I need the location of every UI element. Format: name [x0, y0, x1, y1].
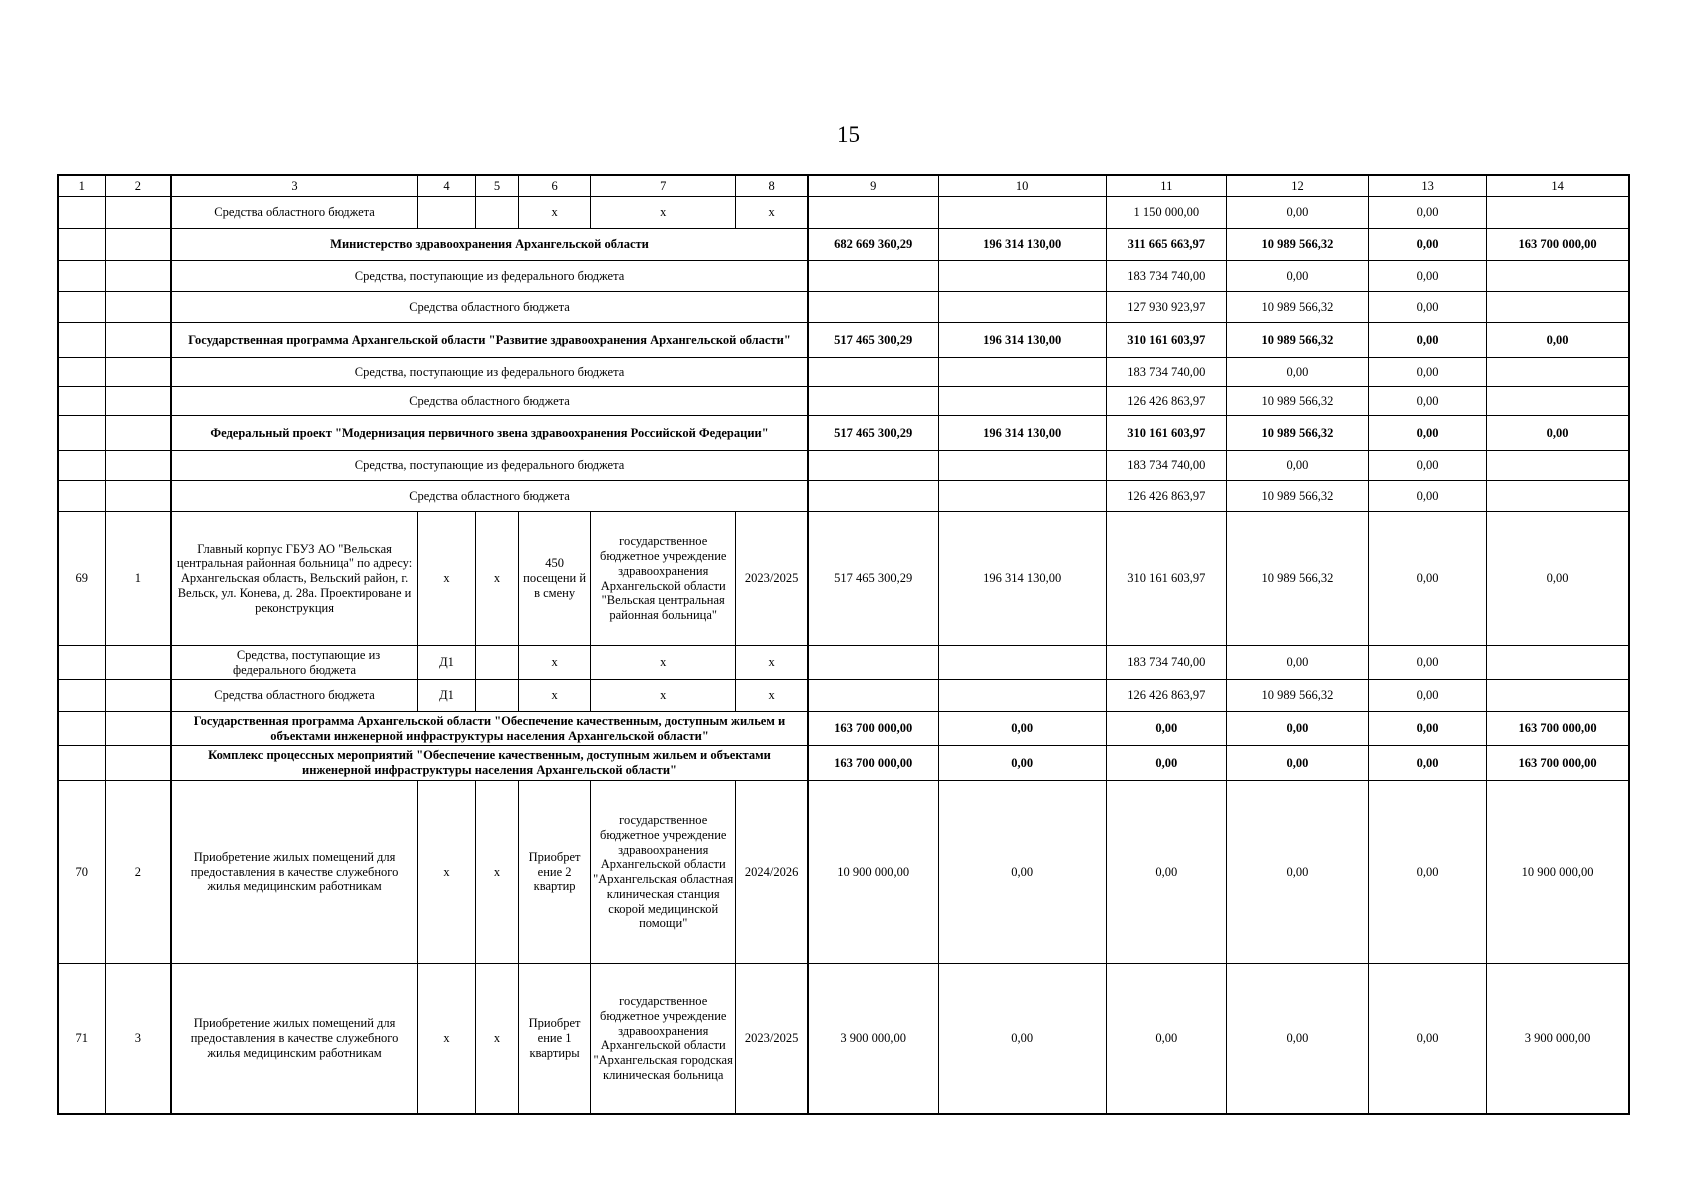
row-label: Министерство здравоохранения Архангельской области	[171, 229, 808, 261]
cell: Приобрет ение 1 квартиры	[519, 964, 591, 1114]
col-header: 14	[1487, 175, 1629, 197]
cell: 517 465 300,29	[808, 416, 938, 451]
cell: x	[519, 680, 591, 712]
cell: x	[591, 197, 736, 229]
cell: x	[591, 646, 736, 680]
header-row	[58, 175, 1629, 197]
cell	[808, 646, 938, 680]
budget-table	[57, 174, 1630, 1115]
cell: 0,00	[1369, 964, 1487, 1114]
cell: 310 161 603,97	[1106, 416, 1226, 451]
cell: 311 665 663,97	[1106, 229, 1226, 261]
row-label: Приобретение жилых помещений для предоставления в качестве служебного жилья медицинским работникам	[171, 781, 417, 964]
cell: 183 734 740,00	[1106, 358, 1226, 387]
cell: 163 700 000,00	[1487, 712, 1629, 746]
cell: 196 314 130,00	[938, 323, 1106, 358]
row-label: Государственная программа Архангельской области "Обеспечение качественным, доступным жильем и объектами инженерной инфраструктуры населения Архангельской области"	[171, 712, 808, 746]
cell: 0,00	[1369, 451, 1487, 481]
cell: 0,00	[1487, 512, 1629, 646]
cell: 163 700 000,00	[1487, 746, 1629, 781]
cell: 0,00	[1369, 416, 1487, 451]
cell: 0,00	[938, 712, 1106, 746]
cell: 126 426 863,97	[1106, 680, 1226, 712]
cell: Д1	[417, 646, 475, 680]
cell: x	[519, 197, 591, 229]
cell: 10 989 566,32	[1226, 292, 1368, 323]
cell: 1 150 000,00	[1106, 197, 1226, 229]
cell	[938, 292, 1106, 323]
cell: 0,00	[1487, 323, 1629, 358]
col-header: 13	[1369, 175, 1487, 197]
cell: 196 314 130,00	[938, 416, 1106, 451]
cell	[1487, 358, 1629, 387]
cell: 163 700 000,00	[1487, 229, 1629, 261]
col-header: 7	[591, 175, 736, 197]
cell: 0,00	[1226, 358, 1368, 387]
cell: 70	[58, 781, 105, 964]
cell: 2	[105, 781, 171, 964]
cell: 163 700 000,00	[808, 712, 938, 746]
table-row	[58, 229, 1629, 261]
cell: 0,00	[1106, 746, 1226, 781]
cell: 517 465 300,29	[808, 512, 938, 646]
row-label: Государственная программа Архангельской области "Развитие здравоохранения Архангельской области"	[171, 323, 808, 358]
cell: 69	[58, 512, 105, 646]
cell: 0,00	[1369, 512, 1487, 646]
col-header: 10	[938, 175, 1106, 197]
cell: 10 989 566,32	[1226, 416, 1368, 451]
col-header: 11	[1106, 175, 1226, 197]
cell: 3 900 000,00	[808, 964, 938, 1114]
col-header: 9	[808, 175, 938, 197]
cell: 163 700 000,00	[808, 746, 938, 781]
cell: x	[476, 512, 519, 646]
cell	[1487, 292, 1629, 323]
cell: 0,00	[1369, 746, 1487, 781]
col-header: 12	[1226, 175, 1368, 197]
cell: 3 900 000,00	[1487, 964, 1629, 1114]
cell: Д1	[417, 680, 475, 712]
cell: x	[476, 781, 519, 964]
cell: 196 314 130,00	[938, 512, 1106, 646]
cell: 450 посещени й в смену	[519, 512, 591, 646]
cell: x	[736, 646, 808, 680]
table-row	[58, 292, 1629, 323]
table-row	[58, 197, 1629, 229]
cell: 0,00	[1369, 712, 1487, 746]
cell: 2023/2025	[736, 964, 808, 1114]
cell	[938, 646, 1106, 680]
col-header: 4	[417, 175, 475, 197]
cell: 2024/2026	[736, 781, 808, 964]
table-row	[58, 964, 1629, 1114]
row-label: Комплекс процессных мероприятий "Обеспечение качественным, доступным жильем и объектами инженерной инфраструктуры населения Архангельской области"	[171, 746, 808, 781]
cell: 0,00	[938, 746, 1106, 781]
cell: 0,00	[1369, 387, 1487, 416]
cell: x	[417, 512, 475, 646]
row-label: Приобретение жилых помещений для предоставления в качестве служебного жилья медицинским работникам	[171, 964, 417, 1114]
cell	[476, 197, 519, 229]
table-row	[58, 781, 1629, 964]
cell	[938, 680, 1106, 712]
cell	[1487, 387, 1629, 416]
cell: 127 930 923,97	[1106, 292, 1226, 323]
cell: x	[417, 964, 475, 1114]
cell	[417, 197, 475, 229]
cell: 310 161 603,97	[1106, 323, 1226, 358]
cell	[938, 451, 1106, 481]
cell	[476, 646, 519, 680]
cell: государственное бюджетное учреждение здравоохранения Архангельской области "Архангельская областная клиническая станция скорой медицинской помощи"	[591, 781, 736, 964]
cell	[808, 292, 938, 323]
cell	[808, 387, 938, 416]
cell: 0,00	[1369, 261, 1487, 292]
table-row	[58, 261, 1629, 292]
cell: 0,00	[1369, 292, 1487, 323]
cell: 0,00	[1487, 416, 1629, 451]
cell	[1487, 261, 1629, 292]
cell: 0,00	[938, 781, 1106, 964]
cell: 0,00	[1369, 646, 1487, 680]
row-label: Средства областного бюджета	[171, 481, 808, 512]
cell: x	[417, 781, 475, 964]
table-row	[58, 512, 1629, 646]
cell: 10 989 566,32	[1226, 512, 1368, 646]
cell: 10 989 566,32	[1226, 680, 1368, 712]
cell: 71	[58, 964, 105, 1114]
cell: 2023/2025	[736, 512, 808, 646]
cell: 0,00	[1226, 781, 1368, 964]
cell: 682 669 360,29	[808, 229, 938, 261]
cell	[1487, 197, 1629, 229]
col-header: 8	[736, 175, 808, 197]
cell: 0,00	[1369, 781, 1487, 964]
cell: 310 161 603,97	[1106, 512, 1226, 646]
cell: государственное бюджетное учреждение здравоохранения Архангельской области "Архангельская городская клиническая больница	[591, 964, 736, 1114]
cell	[938, 387, 1106, 416]
cell: 0,00	[1226, 261, 1368, 292]
cell	[1487, 680, 1629, 712]
cell: 10 900 000,00	[808, 781, 938, 964]
row-label: Средства, поступающие из федерального бюджета	[171, 451, 808, 481]
table-row	[58, 680, 1629, 712]
cell: x	[519, 646, 591, 680]
row-label: Средства областного бюджета	[171, 292, 808, 323]
cell: 0,00	[1226, 197, 1368, 229]
row-label: Средства областного бюджета	[171, 197, 417, 229]
table-row	[58, 646, 1629, 680]
cell: x	[591, 680, 736, 712]
cell: 0,00	[1226, 646, 1368, 680]
cell: 0,00	[1369, 481, 1487, 512]
cell: 183 734 740,00	[1106, 646, 1226, 680]
cell	[476, 680, 519, 712]
cell: 126 426 863,97	[1106, 387, 1226, 416]
cell: 0,00	[1369, 680, 1487, 712]
table-row	[58, 746, 1629, 781]
page-number: 15	[837, 122, 860, 147]
cell	[808, 481, 938, 512]
cell: Приобрет ение 2 квартир	[519, 781, 591, 964]
col-header: 6	[519, 175, 591, 197]
table-row	[58, 451, 1629, 481]
cell	[1487, 646, 1629, 680]
cell	[808, 451, 938, 481]
cell: 0,00	[1106, 781, 1226, 964]
col-header: 5	[476, 175, 519, 197]
cell: x	[736, 680, 808, 712]
cell: 0,00	[1226, 964, 1368, 1114]
table-row	[58, 712, 1629, 746]
cell: 517 465 300,29	[808, 323, 938, 358]
cell: 0,00	[1226, 451, 1368, 481]
row-label: Федеральный проект "Модернизация первичного звена здравоохранения Российской Федерации"	[171, 416, 808, 451]
table-row	[58, 416, 1629, 451]
row-label: Средства областного бюджета	[171, 680, 417, 712]
cell	[1487, 451, 1629, 481]
cell	[808, 680, 938, 712]
col-header: 1	[58, 175, 105, 197]
row-label: Средства областного бюджета	[171, 387, 808, 416]
cell	[1487, 481, 1629, 512]
cell	[808, 261, 938, 292]
cell: 0,00	[1106, 712, 1226, 746]
table-row	[58, 323, 1629, 358]
cell: государственное бюджетное учреждение здравоохранения Архангельской области "Вельская центральная районная больница"	[591, 512, 736, 646]
row-label: Главный корпус ГБУЗ АО "Вельская центральная районная больница" по адресу: Архангельская область, Вельский район, г. Вельск, ул. Конева, д. 28а. Проектироване и реконструкция	[171, 512, 417, 646]
col-header: 2	[105, 175, 171, 197]
cell: 0,00	[1226, 712, 1368, 746]
cell	[938, 481, 1106, 512]
cell: 0,00	[1369, 197, 1487, 229]
cell: 0,00	[1369, 358, 1487, 387]
cell: 0,00	[1226, 746, 1368, 781]
row-label: Средства, поступающие из федерального бюджета	[171, 261, 808, 292]
cell: 196 314 130,00	[938, 229, 1106, 261]
cell: 0,00	[1369, 323, 1487, 358]
cell	[938, 358, 1106, 387]
cell: 183 734 740,00	[1106, 261, 1226, 292]
table-row	[58, 358, 1629, 387]
col-header: 3	[171, 175, 417, 197]
row-label: Средства, поступающие из федерального бюджета	[171, 646, 417, 680]
row-label: Средства, поступающие из федерального бюджета	[171, 358, 808, 387]
cell	[808, 197, 938, 229]
table-row	[58, 481, 1629, 512]
table-row	[58, 387, 1629, 416]
cell: 10 989 566,32	[1226, 481, 1368, 512]
cell: 10 900 000,00	[1487, 781, 1629, 964]
cell: 1	[105, 512, 171, 646]
cell	[938, 197, 1106, 229]
cell: 3	[105, 964, 171, 1114]
cell: 183 734 740,00	[1106, 451, 1226, 481]
cell	[938, 261, 1106, 292]
cell: 10 989 566,32	[1226, 229, 1368, 261]
cell: 126 426 863,97	[1106, 481, 1226, 512]
cell: 10 989 566,32	[1226, 387, 1368, 416]
cell: 0,00	[1369, 229, 1487, 261]
cell: 0,00	[1106, 964, 1226, 1114]
cell: x	[476, 964, 519, 1114]
cell: x	[736, 197, 808, 229]
cell: 10 989 566,32	[1226, 323, 1368, 358]
cell	[808, 358, 938, 387]
cell: 0,00	[938, 964, 1106, 1114]
